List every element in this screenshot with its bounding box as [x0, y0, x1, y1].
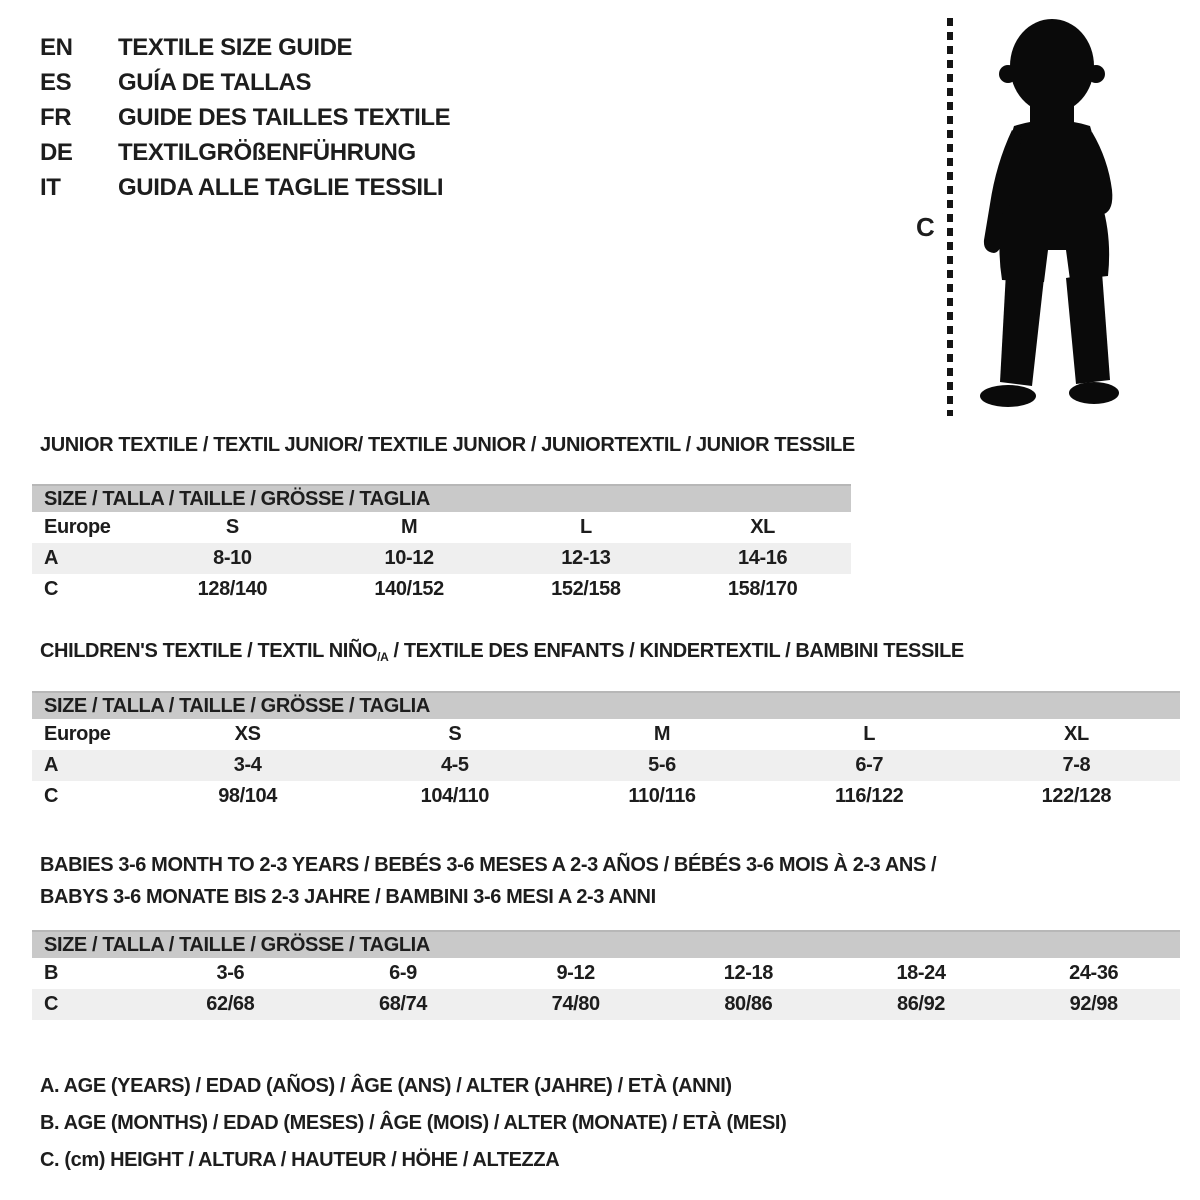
cell-value: 12-13 — [561, 547, 611, 569]
cell-value: 12-18 — [723, 962, 773, 984]
cell-value: 152/158 — [551, 578, 621, 600]
cell-value: 9-12 — [556, 962, 595, 984]
babies-heading-line1: BABIES 3-6 MONTH TO 2-3 YEARS / BEBÉS 3-6 MESES A 2-3 AÑOS / BÉBÉS 3-6 MOIS À 2-3 ANS / — [40, 854, 937, 876]
guide-title: TEXTILGRÖßENFÜHRUNG — [118, 138, 416, 166]
language-code: FR — [40, 103, 72, 131]
size-header: L — [863, 723, 876, 745]
babies-size-bar: SIZE / TALLA / TAILLE / GRÖSSE / TAGLIA — [32, 930, 1180, 958]
cell-value: 98/104 — [218, 785, 277, 807]
cell-value: 6-9 — [389, 962, 417, 984]
height-measure-figure — [890, 0, 1190, 430]
language-row-es — [40, 65, 450, 100]
row-label: C — [44, 785, 59, 807]
babies-size-table — [32, 930, 1180, 1020]
row-label: C — [44, 993, 59, 1015]
size-header: XL — [750, 516, 775, 538]
children-heading-prefix: CHILDREN'S TEXTILE / TEXTIL NIÑO — [40, 640, 378, 662]
junior-row-age — [32, 543, 851, 574]
toddler-silhouette-icon — [966, 14, 1136, 414]
babies-section-heading — [40, 849, 936, 913]
cell-value: 62/68 — [206, 993, 255, 1015]
junior-header-row — [32, 512, 851, 543]
cell-value: 92/98 — [1069, 993, 1118, 1015]
cell-value: 68/74 — [378, 993, 428, 1015]
junior-row-height — [32, 574, 851, 605]
legend-line-a: A. AGE (YEARS) / EDAD (AÑOS) / ÂGE (ANS) / ALTER (JAHRE) / ETÀ (ANNI) — [40, 1075, 732, 1097]
children-size-bar: SIZE / TALLA / TAILLE / GRÖSSE / TAGLIA — [32, 691, 1180, 719]
cell-value: 158/170 — [727, 578, 798, 600]
children-heading-suffix: / TEXTILE DES ENFANTS / KINDERTEXTIL / BAMBINI TESSILE — [388, 640, 964, 662]
guide-title: GUIDE DES TAILLES TEXTILE — [118, 103, 451, 131]
cell-value: 116/122 — [835, 785, 904, 807]
children-section-heading — [40, 640, 964, 664]
cell-value: 80/86 — [724, 993, 773, 1015]
cell-value: 3-6 — [216, 962, 245, 984]
babies-heading-line2: BABYS 3-6 MONATE BIS 2-3 JAHRE / BAMBINI 3-6 MESI A 2-3 ANNI — [40, 886, 656, 908]
size-header: M — [400, 516, 418, 538]
cell-value: 7-8 — [1062, 754, 1091, 776]
junior-size-table — [32, 484, 851, 605]
language-row-de — [40, 135, 450, 170]
region-label: Europe — [44, 516, 111, 538]
cell-value: 104/110 — [420, 785, 489, 807]
size-header: XS — [234, 723, 261, 745]
cell-value: 4-5 — [440, 754, 469, 776]
cell-value: 122/128 — [1041, 785, 1112, 807]
cell-value: 110/116 — [628, 785, 696, 807]
legend-block — [40, 1068, 786, 1179]
height-measure-dashed-line — [947, 18, 953, 416]
guide-title: GUIDA ALLE TAGLIE TESSILI — [118, 173, 444, 201]
row-label: A — [44, 547, 59, 569]
language-row-it — [40, 170, 450, 205]
cell-value: 140/152 — [374, 578, 444, 600]
row-label: B — [44, 962, 59, 984]
language-row-en — [40, 30, 450, 65]
language-code: EN — [40, 33, 73, 61]
cell-value: 6-7 — [855, 754, 884, 776]
cell-value: 10-12 — [384, 547, 434, 569]
legend-line-c: C. (cm) HEIGHT / ALTURA / HAUTEUR / HÖHE / ALTEZZA — [40, 1149, 560, 1171]
cell-value: 18-24 — [896, 962, 946, 984]
size-header: M — [653, 723, 671, 745]
size-header: S — [448, 723, 462, 745]
size-header: XL — [1064, 723, 1089, 745]
cell-value: 86/92 — [896, 993, 946, 1015]
size-header: S — [225, 516, 239, 538]
children-size-table — [32, 691, 1180, 812]
row-label: C — [44, 578, 59, 600]
cell-value: 14-16 — [738, 547, 788, 569]
guide-title: GUÍA DE TALLAS — [118, 68, 312, 96]
language-code: DE — [40, 138, 73, 166]
legend-line-b: B. AGE (MONTHS) / EDAD (MESES) / ÂGE (MOIS) / ALTER (MONATE) / ETÀ (MESI) — [40, 1112, 787, 1134]
language-code: ES — [40, 68, 72, 96]
children-row-height — [32, 781, 1180, 812]
cell-value: 5-6 — [648, 754, 676, 776]
language-title-block — [40, 30, 450, 205]
language-row-fr — [40, 100, 450, 135]
cell-value: 74/80 — [551, 993, 600, 1015]
height-measure-label: C — [916, 212, 935, 242]
junior-section-heading: JUNIOR TEXTILE / TEXTIL JUNIOR/ TEXTILE JUNIOR / JUNIORTEXTIL / JUNIOR TESSILE — [40, 434, 855, 456]
size-header: L — [579, 516, 592, 538]
cell-value: 8-10 — [213, 547, 252, 569]
babies-row-months — [32, 958, 1180, 989]
junior-size-bar: SIZE / TALLA / TAILLE / GRÖSSE / TAGLIA — [32, 484, 851, 512]
children-heading-sub: /A — [377, 650, 389, 664]
row-label: A — [44, 754, 59, 776]
language-code: IT — [40, 173, 61, 201]
children-row-age — [32, 750, 1180, 781]
cell-value: 24-36 — [1069, 962, 1119, 984]
region-label: Europe — [44, 723, 111, 745]
cell-value: 3-4 — [233, 754, 262, 776]
children-header-row — [32, 719, 1180, 750]
guide-title: TEXTILE SIZE GUIDE — [118, 33, 353, 61]
babies-row-height — [32, 989, 1180, 1020]
cell-value: 128/140 — [197, 578, 268, 600]
